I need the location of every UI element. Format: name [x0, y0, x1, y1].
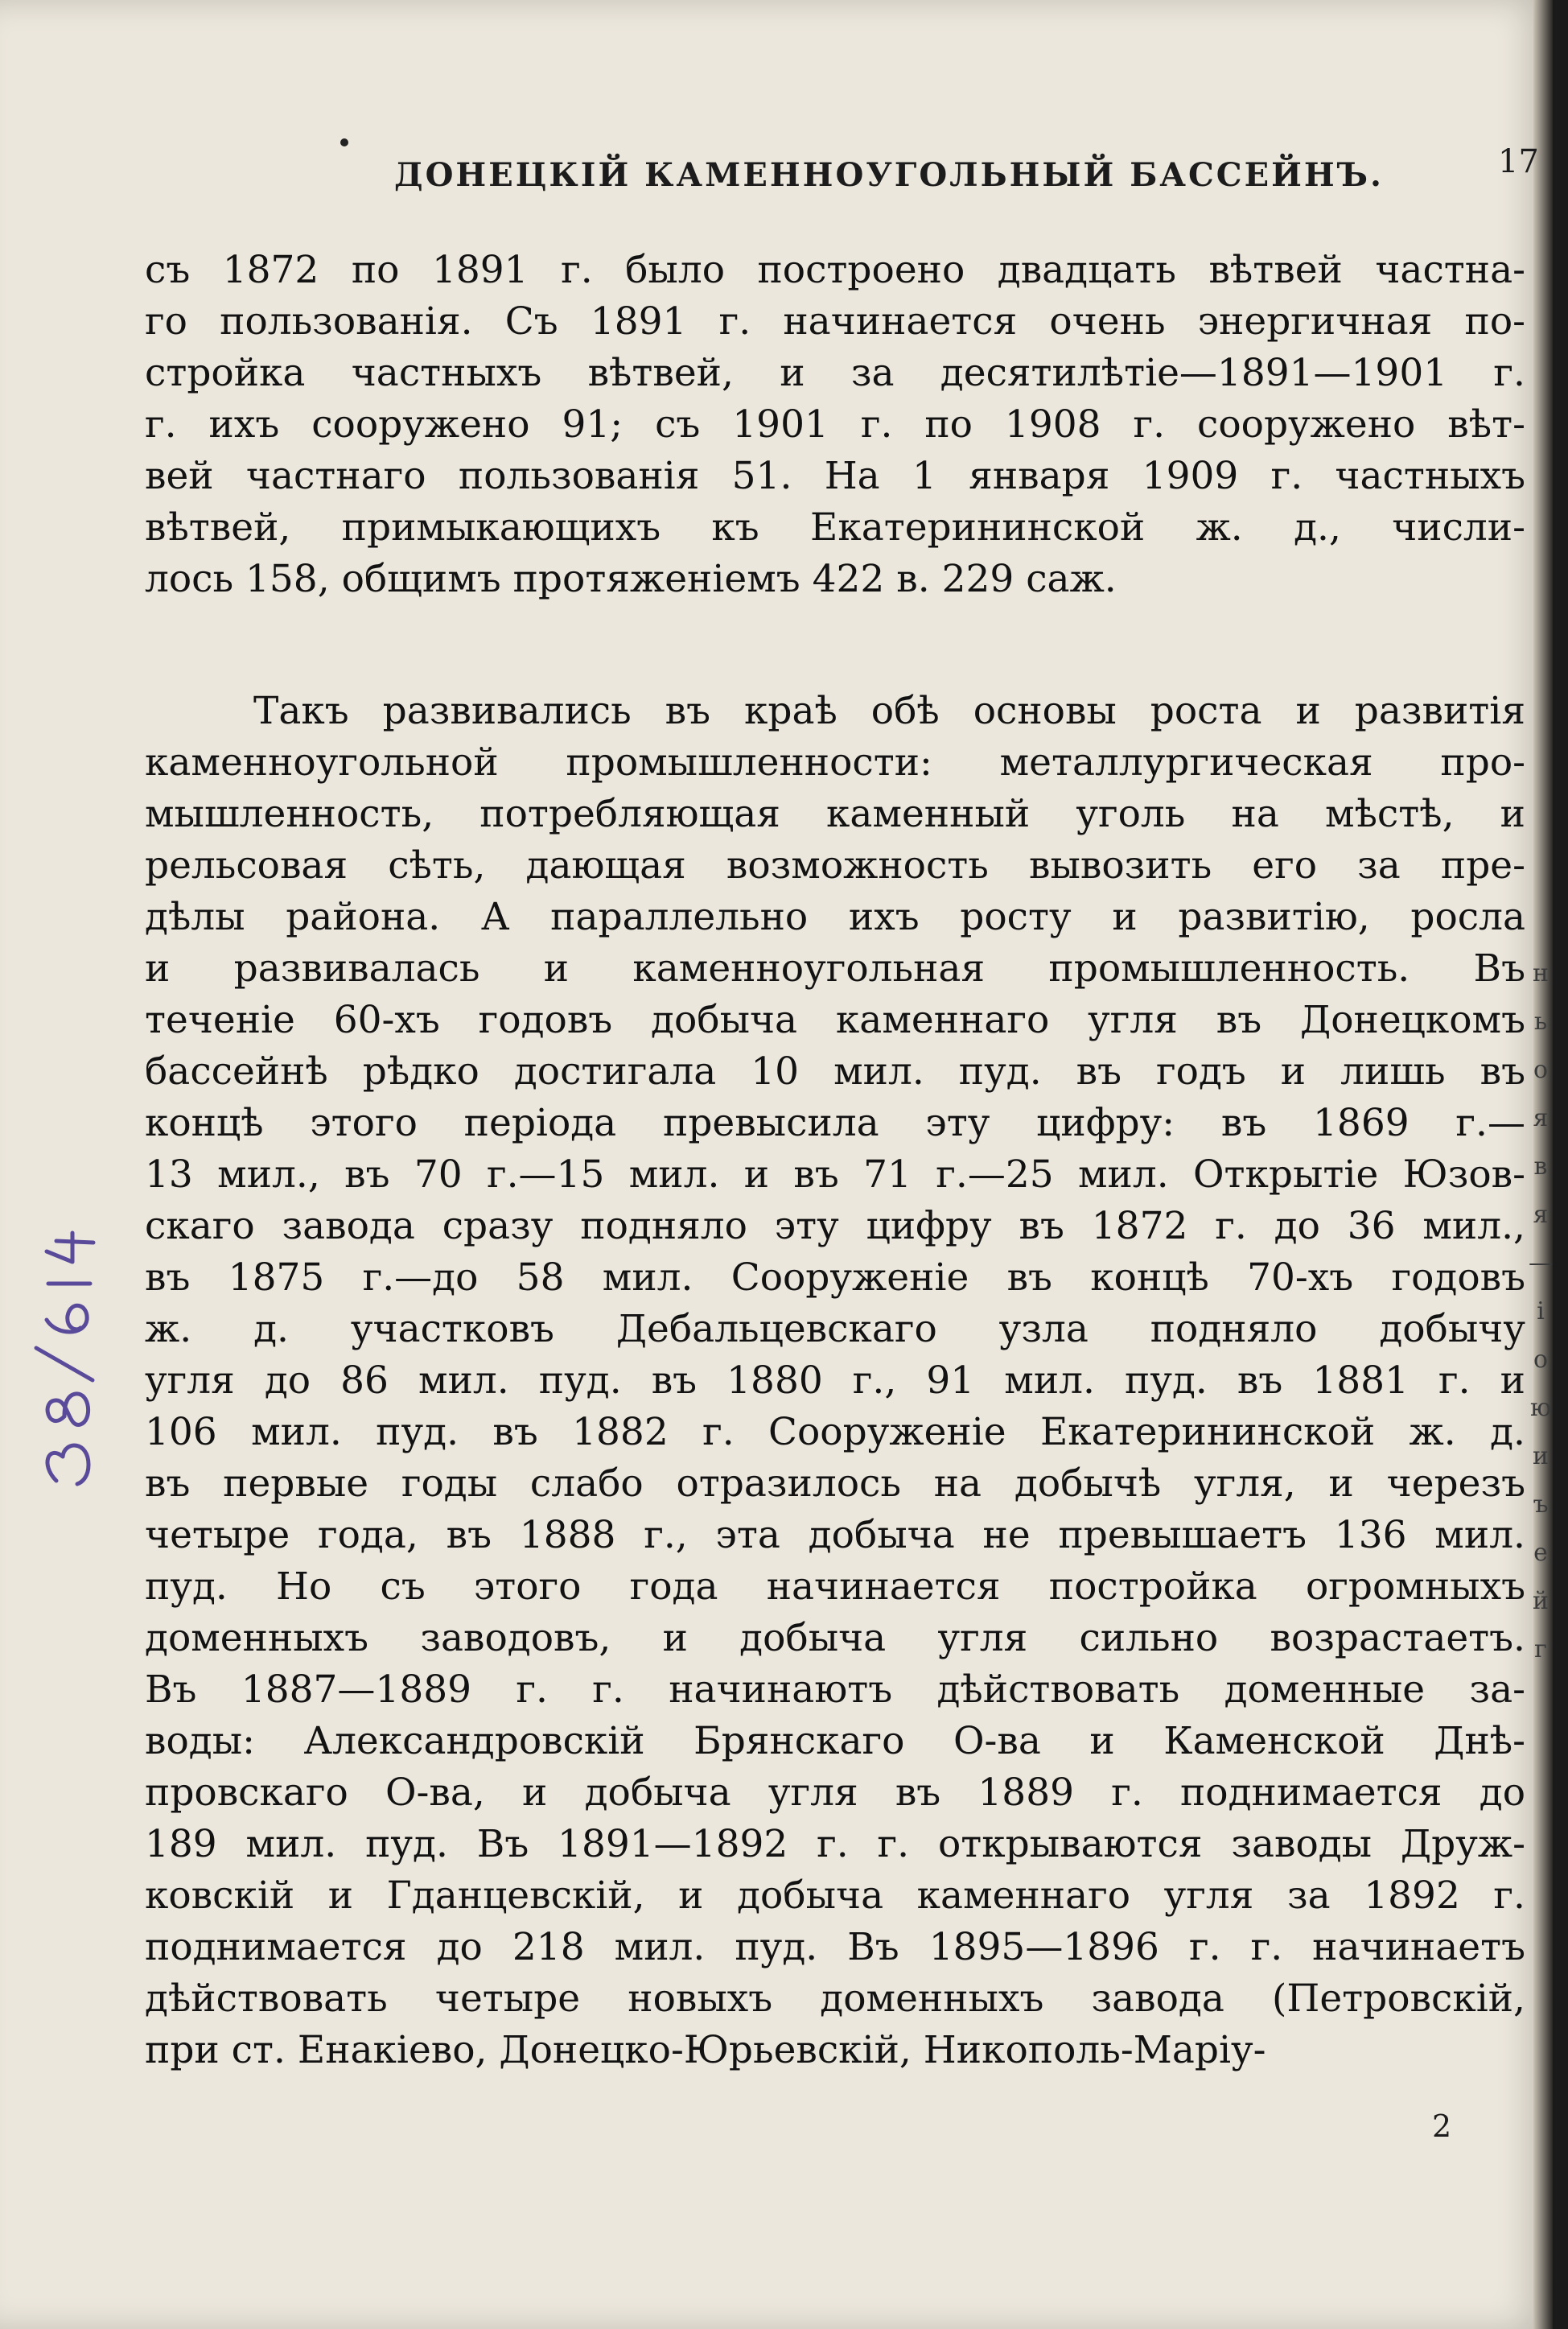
text-line: 13 мил., въ 70 г.—15 мил. и въ 71 г.—25 мил. Открытіе Юзов- — [145, 1152, 1525, 1197]
bleed-letter: я — [1533, 1201, 1549, 1229]
running-head: ДОНЕЦКІЙ КАМЕННОУГОЛЬНЫЙ БАССЕЙНЪ. — [394, 156, 1384, 194]
text-line: теченіе 60-хъ годовъ добыча каменнаго угля въ Донецкомъ — [145, 998, 1525, 1042]
page-number: 17 — [1498, 143, 1539, 180]
body-text — [145, 245, 1525, 2076]
text-line: мышленность, потребляющая каменный уголь на мѣстѣ, и — [145, 792, 1525, 836]
text-line: вѣтвей, примыкающихъ къ Екатерининской ж. д., числи- — [145, 505, 1525, 550]
text-line: бассейнѣ рѣдко достигала 10 мил. пуд. въ годъ и лишь въ — [145, 1049, 1525, 1094]
paragraph-gap — [145, 605, 1525, 686]
text-line: скаго завода сразу подняло эту цифру въ 1872 г. до 36 мил., — [145, 1204, 1525, 1248]
text-line: г. ихъ сооружено 91; съ 1901 г. по 1908 г. сооружено вѣт- — [145, 402, 1525, 447]
text-line: вей частнаго пользованія 51. На 1 января 1909 г. частныхъ — [145, 454, 1525, 498]
text-line: ковскій и Гданцевскій, и добыча каменнаго угля за 1892 г. — [145, 1874, 1525, 1918]
bleed-letter: и — [1533, 1442, 1549, 1470]
bleed-letter: е — [1533, 1539, 1548, 1567]
text-line: четыре года, въ 1888 г., эта добыча не превышаетъ 136 мил. — [145, 1513, 1525, 1557]
bleed-letter: і — [1537, 1297, 1545, 1325]
bleed-letter: ь — [1533, 1008, 1548, 1036]
text-line: Такъ развивались въ краѣ обѣ основы роста и развитія — [253, 689, 1525, 733]
text-line: рельсовая сѣть, дающая возможность вывозить его за пре- — [145, 843, 1525, 888]
bleed-letter: г — [1534, 1635, 1547, 1663]
bleed-letter: о — [1533, 1056, 1549, 1084]
text-line: Въ 1887—1889 г. г. начинаютъ дѣйствовать доменные за- — [145, 1667, 1525, 1712]
text-line: въ первые годы слабо отразилось на добычѣ угля, и черезъ — [145, 1461, 1525, 1506]
text-line: концѣ этого періода превысила эту цифру: въ 1869 г.— — [145, 1101, 1525, 1145]
text-line: лось 158, общимъ протяженіемъ 422 в. 229 саж. — [145, 557, 1117, 601]
text-line: го пользованія. Съ 1891 г. начинается очень энергичная по- — [145, 299, 1525, 344]
signature-mark: 2 — [1432, 2108, 1452, 2144]
handwritten-margin-note — [16, 1078, 113, 1497]
text-line: 189 мил. пуд. Въ 1891—1892 г. г. открываются заводы Друж- — [145, 1822, 1525, 1866]
text-line: при ст. Енакіево, Донецко-Юрьевскій, Никополь-Маріу- — [145, 2028, 1266, 2072]
bleed-letter: ъ — [1533, 1490, 1549, 1519]
bleed-through-letters — [1529, 950, 1553, 2076]
ink-dot — [340, 138, 348, 146]
text-line: въ 1875 г.—до 58 мил. Сооруженіе въ концѣ 70-хъ годовъ — [145, 1255, 1525, 1300]
bleed-letter: н — [1533, 959, 1549, 987]
text-line: стройка частныхъ вѣтвей, и за десятилѣтіе—1891—1901 г. — [145, 351, 1525, 395]
text-line: ж. д. участковъ Дебальцевскаго узла подняло добычу — [145, 1307, 1525, 1351]
bleed-letter: — — [1529, 1249, 1553, 1277]
text-line: воды: Александровскій Брянскаго О-ва и Каменской Днѣ- — [145, 1719, 1525, 1763]
text-line: дѣлы района. А параллельно ихъ росту и развитію, росла — [145, 895, 1525, 939]
text-line: пуд. Но съ этого года начинается постройка огромныхъ — [145, 1564, 1525, 1609]
bleed-letter: й — [1533, 1587, 1549, 1615]
text-line: поднимается до 218 мил. пуд. Въ 1895—1896 г. г. начинаетъ — [145, 1925, 1525, 1969]
text-line: дѣйствовать четыре новыхъ доменныхъ завода (Петровскій, — [145, 1977, 1525, 2021]
bleed-letter: ю — [1529, 1394, 1552, 1422]
bleed-letter: в — [1533, 1152, 1548, 1181]
text-line: угля до 86 мил. пуд. въ 1880 г., 91 мил. пуд. въ 1881 г. и — [145, 1358, 1525, 1403]
text-line: и развивалась и каменноугольная промышленность. Въ — [145, 946, 1525, 991]
text-line: съ 1872 по 1891 г. было построено двадцать вѣтвей частна- — [145, 248, 1525, 292]
bleed-letter: о — [1533, 1346, 1549, 1374]
text-line: доменныхъ заводовъ, и добыча угля сильно возрастаетъ. — [145, 1616, 1525, 1660]
text-line: провскаго О-ва, и добыча угля въ 1889 г. поднимается до — [145, 1770, 1525, 1815]
text-line: 106 мил. пуд. въ 1882 г. Сооруженіе Екатерининской ж. д. — [145, 1410, 1525, 1454]
bleed-letter: я — [1533, 1104, 1549, 1132]
text-line: каменноугольной промышленности: металлургическая про- — [145, 740, 1525, 785]
